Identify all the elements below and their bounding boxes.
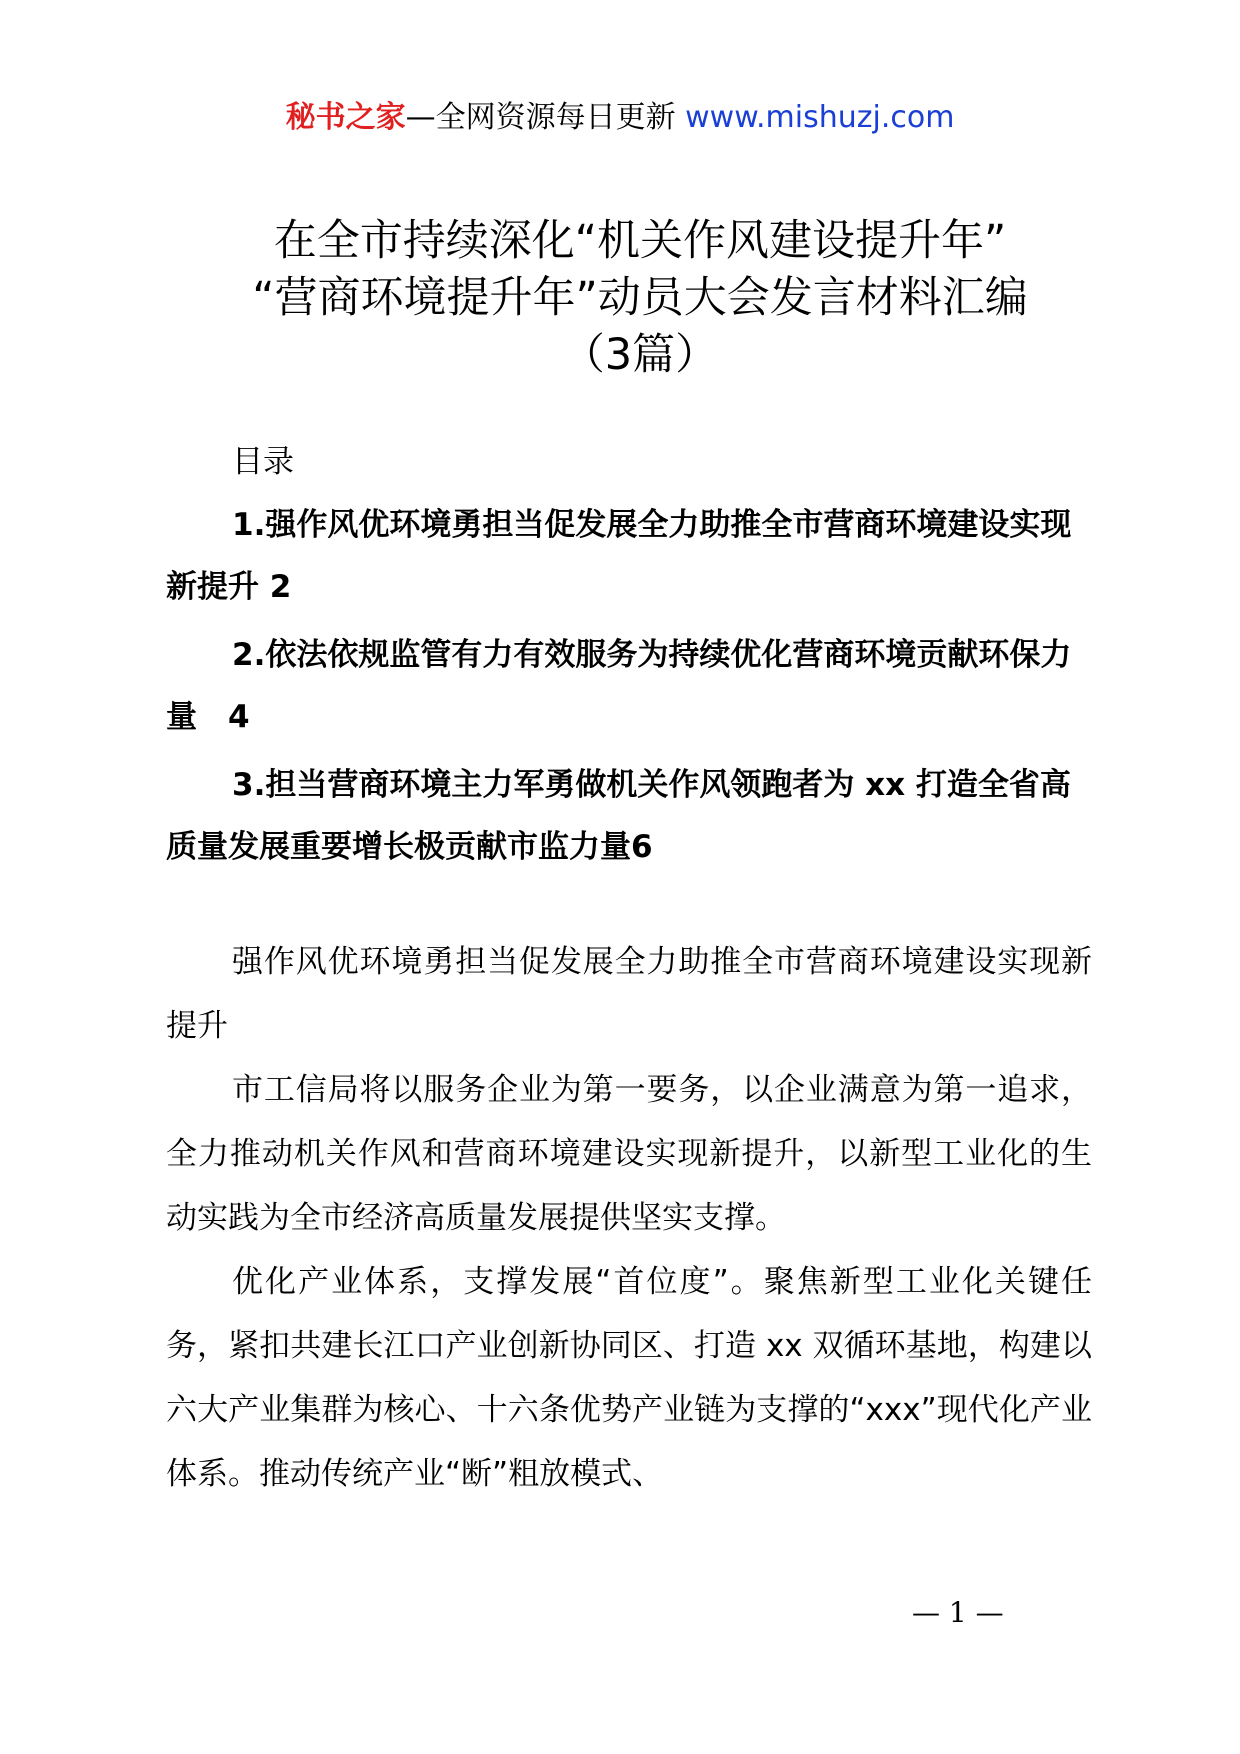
page-number: — 1 — (912, 1596, 1004, 1629)
toc-item-2: 2.依法依规监管有力有效服务为持续优化营商环境贡献环保力量 4 (166, 637, 1072, 735)
title-line-2: “营商环境提升年”动员大会发言材料汇编 (252, 273, 1028, 323)
header-slogan: —全网资源每日更新 (405, 100, 676, 135)
document-body (166, 436, 1092, 1506)
toc-item-1: 1.强作风优环境勇担当促发展全力助推全市营商环境建设实现新提升 2 (166, 507, 1072, 605)
title-line-3: （3篇） (561, 330, 719, 380)
site-header (0, 98, 1240, 138)
toc-label: 目录 (232, 444, 294, 480)
section-spacer (166, 878, 1092, 930)
article-paragraph-1: 市工信局将以服务企业为第一要务，以企业满意为第一追求，全力推动机关作风和营商环境建设实现新提升，以新型工业化的生动实践为全市经济高质量发展提供坚实支撑。 (166, 1072, 1092, 1236)
article-paragraph-2: 优化产业体系，支撑发展“首位度”。聚焦新型工业化关键任务，紧扣共建长江口产业创新协同区、打造 xx 双循环基地，构建以六大产业集群为核心、十六条优势产业链为支撑的“xxx”现代化产业体系。推动传统产业“断”粗放模式、 (166, 1264, 1092, 1492)
title-line-1: 在全市持续深化“机关作风建设提升年” (273, 216, 1007, 266)
brand-name: 秘书之家 (285, 100, 406, 135)
toc-item-3: 3.担当营商环境主力军勇做机关作风领跑者为 xx 打造全省高质量发展重要增长极贡献市监力量6 (166, 767, 1071, 865)
site-url-link[interactable]: www.mishuzj.com (685, 100, 955, 135)
article-heading: 强作风优环境勇担当促发展全力助推全市营商环境建设实现新提升 (166, 944, 1092, 1044)
document-title (160, 213, 1120, 384)
